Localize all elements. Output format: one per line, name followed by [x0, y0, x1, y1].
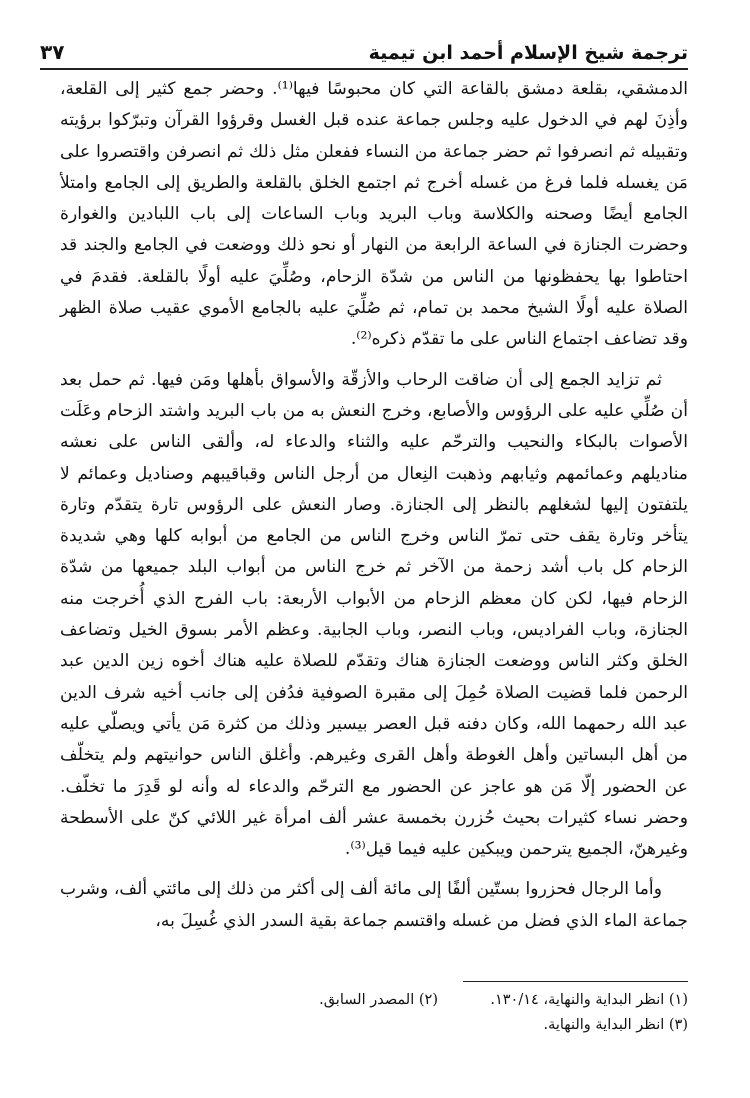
- footnotes: [60, 988, 688, 1038]
- footnote-3: (٣) انظر البداية والنهاية.: [543, 1017, 688, 1033]
- paragraph-2: ثم تزايد الجمع إلى أن ضاقت الرحاب والأزقّة والأسواق بأهلها ومَن فيها. ثم حمل بعد أن صُلِّي عليه على الرؤوس والأصابع، وخرج النعش به من باب البريد واشتد الزحام وعَلَت الأصوات بالبكاء والنحيب والترحّم عليه والثناء والدعاء له، وألقى الناس على نعشه مناديلهم وعمائمهم وثيابهم وذهبت النِعال من أرجل الناس وقباقيبهم وصناديل وعمائم لا يلتفتون إليها لشغلهم بالنظر إلى الجنازة. وصار النعش على الرؤوس تارة يتقدّم وتارة يتأخر وتارة يقف حتى تمرّ الناس وخرج الناس من الجامع من أبوابه كلها وهي شديدة الزحام كل باب أشد زحمة من الآخر ثم خرج الناس من أبواب البلد جميعها من شدّة الزحام فيها، لكن كان معظم الزحام من الأبواب الأربعة: باب الفرج الذي أُخرجت منه الجنازة، وباب الفراديس، وباب النصر، وباب الجابية. وعظم الأمر بسوق الخيل وتضاعف الخلق وكثر الناس ووضعت الجنازة هناك وتقدّم للصلاة عليه هناك أخوه زين الدين عبد الرحمن فلما قضيت الصلاة حُمِلَ إلى مقبرة الصوفية فدُفن إلى جانب أخيه شرف الدين عبد الله رحمهما الله، وكان دفنه قبل العصر بيسير وذلك من كثرة مَن يأتي ويصلّي عليه من أهل البساتين وأهل الغوطة وأهل القرى وغيرهم. وأغلق الناس حوانيتهم ولم يتخلّف عن الحضور إلّا مَن هو عاجز عن الحضور مع الترحّم والدعاء له وأنه لو قَدِرَ ما تخلّف. وحضر نساء كثيرات بحيث حُزرن بخمسة عشر ألف امرأة غير اللائي كنّ على الأسطحة وغيرهنّ، الجميع يترحمن ويبكين عليه فيما قيل⁽³⁾.: [60, 369, 688, 860]
- page-number: ٣٧: [40, 40, 65, 64]
- footnote-row: [60, 988, 688, 1013]
- footnote-2: (٢) المصدر السابق.: [319, 992, 438, 1008]
- running-title: ترجمة شيخ الإسلام أحمد ابن تيمية: [368, 42, 688, 64]
- footnote-1: (١) انظر البداية والنهاية، ١٣٠/١٤.: [490, 992, 688, 1008]
- paragraph-3: وأما الرجال فحزروا بستّين ألفًا إلى مائة ألف إلى أكثر من ذلك إلى مائتي ألف، وشرب جماعة الماء الذي فضل من غسله واقتسم جماعة بقية السدر الذي غُسِلَ به،: [59, 879, 688, 931]
- main-text: [60, 74, 688, 937]
- header-rule: [40, 68, 688, 70]
- footnote-rule: [463, 981, 688, 982]
- running-header: [40, 34, 688, 64]
- paragraph-1: الدمشقي، بقلعة دمشق بالقاعة التي كان محبوسًا فيها⁽¹⁾. وحضر جمع كثير إلى القلعة، وأذِنَ لهم في الدخول عليه وجلس جماعة عنده قبل الغسل وقرؤوا القرآن وتبرّكوا برؤيته وتقبيله ثم انصرفوا ثم حضر جماعة من النساء ففعلن مثل ذلك ثم انصرفن واقتصروا على مَن يغسله فلما فرغ من غسله أخرج ثم اجتمع الخلق بالقلعة والطريق إلى الجامع وامتلأ الجامع أيضًا وصحنه والكلاسة وباب البريد وباب الساعات إلى باب اللبادين والغوارة وحضرت الجنازة في الساعة الرابعة من النهار أو نحو ذلك ووضعت في الجامع والجند قد احتاطوا بها يحفظونها من الناس من شدّة الزحام، وصُلِّيَ عليه أولًا بالقلعة. فقدمَ في الصلاة عليه أولًا الشيخ محمد بن تمام، ثم صُلِّيَ عليه بالجامع الأموي عقيب صلاة الظهر وقد تضاعف اجتماع الناس على ما تقدّم ذكره⁽²⁾.: [60, 79, 688, 350]
